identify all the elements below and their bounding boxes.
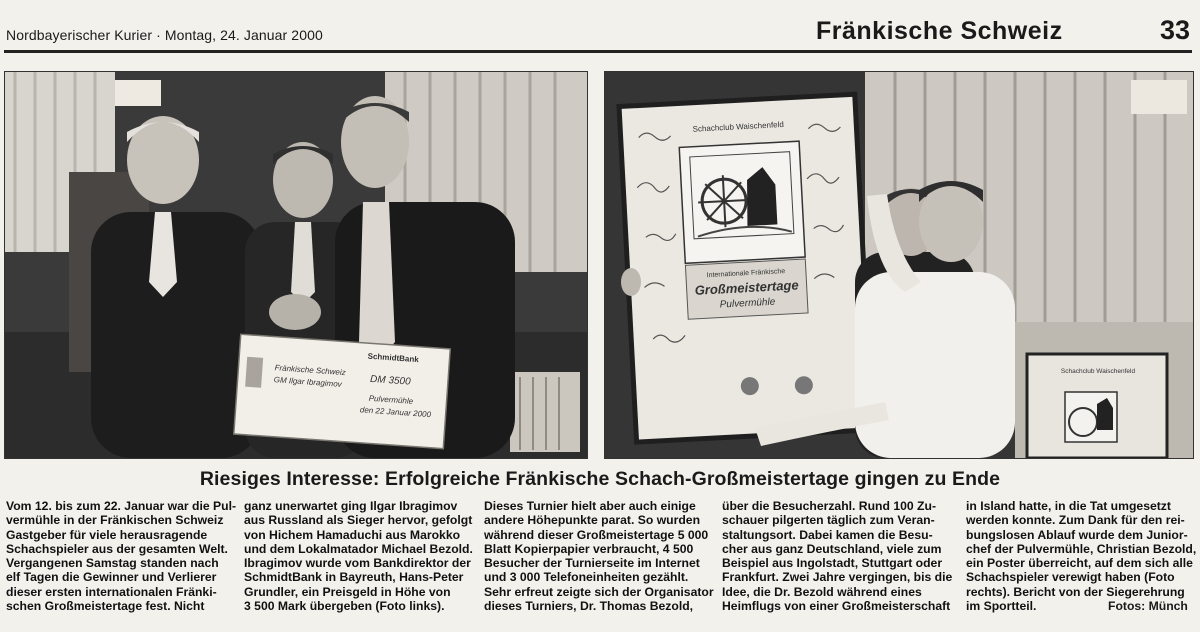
article-line: andere Höhepunkte parat. So wurden bbox=[484, 513, 701, 528]
check-payee-line1: Fränkische Schweiz bbox=[274, 363, 346, 378]
article-column-3 bbox=[484, 499, 714, 614]
poster-location: Pulvermühle bbox=[719, 296, 776, 311]
article-line: und dem Lokalmatador Michael Bezold. bbox=[244, 541, 473, 556]
article-line: Sehr erfreut zeigte sich der Organisator bbox=[484, 584, 714, 599]
small-poster-club: Schachclub Waischenfeld bbox=[1060, 368, 1136, 375]
article-line: schen Großmeistertage fest. Nicht bbox=[6, 599, 205, 614]
article-line: Schachspieler verewigt haben (Foto bbox=[966, 570, 1175, 585]
article-line: Vergangenen Samstag standen nach bbox=[6, 556, 219, 571]
article-line: schauer pilgerten täglich zum Veran- bbox=[722, 513, 935, 528]
poster bbox=[619, 94, 872, 442]
article-line: staltungsort. Dabei kamen die Besu- bbox=[722, 527, 933, 542]
photo-check-handover bbox=[4, 71, 588, 459]
article-line: elf Tagen die Gewinner und Verlierer bbox=[6, 570, 217, 585]
article-line: dieser ersten internationalen Fränki- bbox=[6, 584, 217, 599]
check-amount: DM 3500 bbox=[369, 373, 411, 388]
article-line: cher aus ganz Deutschland, viele zum bbox=[722, 541, 942, 556]
article-line: ganz unerwartet ging Ilgar Ibragimov bbox=[244, 499, 458, 513]
article-line: Heimflugs von einer Großmeisterschaft bbox=[722, 599, 951, 614]
check-bank: SchmidtBank bbox=[367, 351, 420, 365]
article-line: und 3 000 Telefoneinheiten gezählt. bbox=[484, 570, 689, 585]
article-line: Ibragimov wurde vom Bankdirektor der bbox=[244, 556, 471, 571]
article-line: Frankfurt. Zwei Jahre vergingen, bis die bbox=[722, 570, 953, 585]
headline: Riesiges Interesse: Erfolgreiche Fränkische Schach-Großmeistertage gingen zu Ende bbox=[199, 468, 1001, 490]
poster-club: Schachclub Waischenfeld bbox=[692, 119, 785, 134]
article-line: Gastgeber für viele herausragende bbox=[6, 527, 208, 542]
article-line: rechts). Bericht von der Siegerehrung bbox=[966, 584, 1185, 599]
article-line: Vom 12. bis zum 22. Januar war die Pul- bbox=[6, 499, 237, 513]
article-line: in Island hatte, in die Tat umgesetzt bbox=[966, 499, 1171, 513]
article-line: Blatt Kopierpapier verbraucht, 4 500 bbox=[484, 541, 694, 556]
header-rule bbox=[4, 50, 1192, 53]
article-column-4 bbox=[722, 499, 953, 614]
article-column-1 bbox=[6, 499, 237, 614]
article-line: Grundler, ein Preisgeld in Höhe von bbox=[244, 584, 451, 599]
photo-poster-presentation bbox=[604, 71, 1194, 459]
photo-credit: Fotos: Münch bbox=[1108, 599, 1188, 613]
article-column-5 bbox=[966, 499, 1197, 614]
article-line: über die Besucherzahl. Rund 100 Zu- bbox=[722, 499, 937, 513]
article-column-2 bbox=[244, 499, 473, 614]
page-number: 33 bbox=[1160, 15, 1191, 45]
article-line: im Sportteil. bbox=[966, 599, 1037, 614]
article-line: Beispiel aus Ingolstadt, Stuttgart oder bbox=[722, 556, 943, 571]
poster-title-main: Großmeistertage bbox=[694, 277, 800, 298]
article-line: bungslosen Ablauf wurde dem Junior- bbox=[966, 527, 1188, 542]
article-line: ein Poster überreicht, auf dem sich alle bbox=[966, 556, 1193, 571]
article-line: Idee, die Dr. Bezold während eines bbox=[722, 584, 922, 599]
check-payee-line2: GM Ilgar Ibragimov bbox=[273, 375, 343, 389]
check bbox=[240, 341, 446, 447]
article-line: dieses Turniers, Dr. Thomas Bezold, bbox=[484, 599, 694, 614]
article-line: aus Russland als Sieger hervor, gefolgt bbox=[244, 513, 473, 528]
article-line: während dieser Großmeistertage 5 000 bbox=[484, 527, 709, 542]
article-line: von Hichem Hamaduchi aus Marokko bbox=[244, 527, 461, 542]
article-line: Dieses Turnier hielt aber auch einige bbox=[484, 499, 696, 513]
poster-title-small: Internationale Fränkische bbox=[706, 268, 786, 280]
article-line: Schachspieler aus der gesamten Welt. bbox=[6, 541, 228, 556]
article-line: vermühle in der Fränkischen Schweiz bbox=[6, 513, 224, 528]
article-line: chef der Pulvermühle, Christian Bezold, bbox=[966, 541, 1197, 556]
article-line: 3 500 Mark übergeben (Foto links). bbox=[244, 599, 445, 614]
article-line: SchmidtBank in Bayreuth, Hans-Peter bbox=[244, 570, 464, 585]
section-title: Fränkische Schweiz bbox=[816, 17, 1063, 45]
check-place: Pulvermühle bbox=[368, 393, 414, 406]
article-line: Besucher der Turnierseite im Internet bbox=[484, 556, 700, 571]
article-line: werden konnte. Zum Dank für den rei- bbox=[966, 513, 1185, 528]
check-date: den 22 Januar 2000 bbox=[359, 405, 432, 420]
masthead-date: Nordbayerischer Kurier · Montag, 24. Januar 2000 bbox=[6, 27, 323, 43]
